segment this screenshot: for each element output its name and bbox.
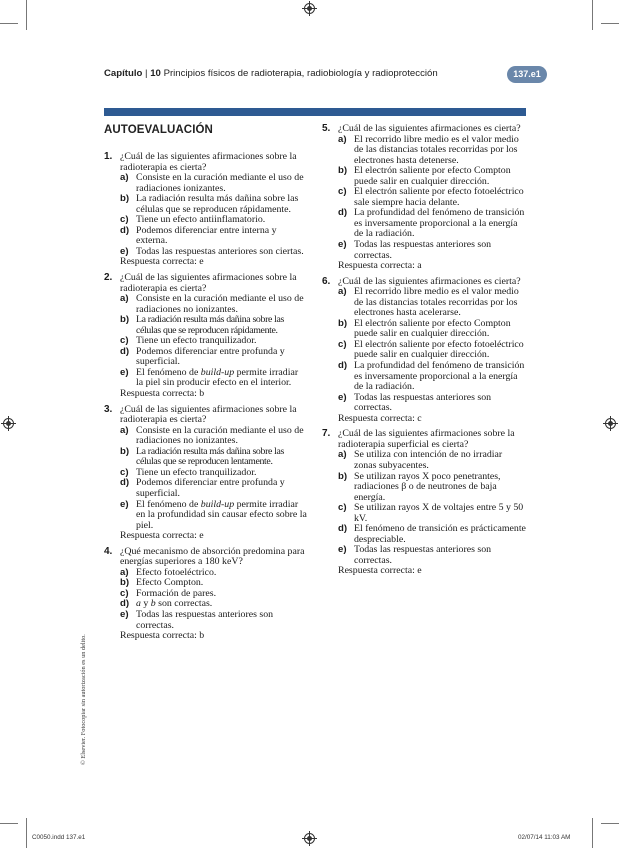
option-letter: d) [120,477,130,489]
correct-answer: Respuesta correcta: b [120,388,205,400]
question-number: 1. [104,151,113,162]
option-b [120,315,307,336]
option-a [338,450,526,471]
option-text: Tiene un efecto tranquilizador. [136,335,257,347]
question-text: ¿Cuál de las siguientes afirmaciones sobre la radioterapia es cierta? [120,151,297,173]
correct-answer: Respuesta correcta: e [338,565,422,577]
chapter-label: Capítulo [104,68,143,79]
option-letter: c) [338,502,347,514]
option-c [338,340,526,361]
option-letter: a) [338,133,347,145]
option-b [338,472,526,504]
option-text: Consiste en la curación mediante el uso de radiaciones no ionizantes. [136,424,304,447]
crop-mark [26,818,27,848]
question-6 [322,277,526,425]
registration-mark-icon [605,418,616,429]
chapter-title: Principios físicos de radioterapia, radiobiología y radioprotección [163,68,438,79]
option-text: La profundidad del fenómeno de transición es inversamente proporcional a la energía de la radiación. [354,207,525,240]
question-text: ¿Cuál de las siguientes afirmaciones es cierta? [338,275,521,287]
option-text: Todas las respuestas anteriores son correctas. [136,608,274,631]
correct-answer: Respuesta correcta: a [338,260,422,272]
option-text: Consiste en la curación mediante el uso de radiaciones no ionizantes. [136,293,304,315]
option-letter: b) [120,445,130,457]
option-b [120,447,307,468]
question-number: 6. [322,275,331,287]
option-e [120,368,307,389]
option-d [120,478,307,499]
option-letter: e) [338,391,347,403]
option-text: Se utiliza con intención de no irradiar zonas subyacentes. [354,449,503,471]
option-text: Todas las respuestas anteriores son correctas. [354,239,492,261]
option-letter: d) [338,207,348,219]
option-text: La profundidad del fenómeno de transición es inversamente proporcional a la energía de la radiación. [354,360,525,393]
option-letter: c) [338,338,347,350]
footer-timestamp: 02/07/14 11:03 AM [518,834,571,841]
crop-mark [592,818,593,848]
option-text: Formación de pares. [136,587,217,599]
right-column [322,124,526,582]
registration-mark-icon [3,418,14,429]
question-text: ¿Cuál de las siguientes afirmaciones sobre la radioterapia es cierta? [120,272,297,294]
option-e [338,240,526,261]
question-number: 7. [322,428,331,440]
option-a [120,294,307,315]
option-text: El recorrido libre medio es el valor medio de las distancias totales recorridas por los electrones hasta acelerarse. [354,286,519,319]
chapter-number: 10 [150,68,161,79]
option-letter: b) [338,317,348,329]
registration-mark-icon [304,3,315,14]
option-text: El electrón saliente por efecto fotoeléctrico puede salir en cualquier dirección. [354,338,524,361]
option-letter: d) [338,360,348,372]
question-number: 2. [104,272,113,284]
option-letter: d) [120,224,130,236]
question-text: ¿Cuál de las siguientes afirmaciones es cierta? [338,123,521,134]
option-d [338,208,526,240]
option-letter: a) [338,286,347,298]
option-text-emphasis: a [136,598,141,610]
option-text: Todas las respuestas anteriores son ciertas. [136,245,304,257]
option-letter: a) [120,566,129,578]
question-text: ¿Cuál de las siguientes afirmaciones sobre la radioterapia es cierta? [120,403,297,426]
option-letter: e) [120,498,129,510]
option-text-emphasis: build-up [200,366,235,378]
crop-mark [0,823,18,824]
option-e [338,545,526,566]
option-text: Podemos diferenciar entre profunda y superficial. [136,345,285,368]
option-text: Se utilizan rayos X poco penetrantes, radiaciones β o de neutrones de baja energía. [354,470,501,503]
option-text: La radiación resulta más dañina sobre las células que se reproducen rápidamente. [136,314,285,336]
option-e [338,393,526,414]
option-text: El electrón saliente por efecto fotoeléctrico sale siempre hacia delante. [354,186,524,208]
option-letter: a) [120,424,129,436]
option-text: Tiene un efecto antiinflamatorio. [136,214,266,226]
option-text-after: permite irradiar en la profundidad sin causar efecto sobre la piel. [136,498,307,531]
option-letter: c) [120,587,129,599]
option-text: Tiene un efecto tranquilizador. [136,466,257,478]
option-a [120,426,307,447]
page-number-badge: 137.e1 [507,66,547,83]
question-text: ¿Qué mecanismo de absorción predomina para energías superiores a 180 keV? [120,545,305,568]
option-letter: d) [120,345,130,357]
crop-mark [26,0,27,30]
option-text: La radiación resulta más dañina sobre las células que se reproducen rápidamente. [136,193,299,215]
option-letter: d) [338,523,348,535]
section-title: AUTOEVALUACIÓN [104,124,213,136]
crop-mark [601,23,619,24]
option-text-before: El fenómeno de [136,366,201,378]
question-4 [104,547,307,642]
running-header [104,68,516,84]
option-letter: c) [338,186,347,198]
question-3 [104,405,307,542]
footer-file-slug: C0050.indd 137.e1 [32,834,86,841]
correct-answer: Respuesta correcta: e [120,256,204,268]
option-e [120,610,307,631]
option-a [338,287,526,319]
crop-mark [601,823,619,824]
question-2 [104,273,307,400]
option-text-after: permite irradiar la piel sin producir efecto en el interior. [136,366,299,389]
question-number: 5. [322,123,331,134]
option-letter: b) [120,314,130,326]
option-a [120,173,307,194]
option-text-emphasis: b [150,598,156,610]
option-letter: a) [120,172,129,184]
question-1 [104,152,307,268]
option-letter: c) [120,335,129,347]
option-b [120,194,307,215]
option-c [338,503,526,524]
option-letter: c) [120,214,129,226]
crop-mark [592,0,593,30]
option-letter: e) [120,245,129,257]
crop-mark [0,23,18,24]
header-rule [104,108,526,116]
option-b [338,319,526,340]
question-5 [322,124,526,272]
correct-answer: Respuesta correcta: b [120,630,205,642]
correct-answer: Respuesta correcta: e [120,530,204,542]
copyright-notice: © Elsevier. Fotocopiar sin autorización es un delito. [80,634,87,765]
registration-mark-icon [304,833,315,844]
option-d [338,524,526,545]
question-7 [322,429,526,577]
option-letter: c) [120,466,129,478]
question-number: 4. [104,545,113,557]
option-letter: b) [120,193,130,205]
option-text: Todas las respuestas anteriores son correctas. [354,544,492,566]
option-letter: d) [120,598,130,610]
option-a [338,135,526,167]
option-letter: a) [120,293,129,305]
option-text-emphasis: build-up [200,498,235,510]
option-letter: e) [338,239,347,251]
option-text-before: El fenómeno de [136,498,201,510]
option-e [120,247,307,258]
option-letter: e) [338,544,347,556]
option-d [120,347,307,368]
option-text: Efecto Compton. [136,577,204,589]
option-text: El recorrido libre medio es el valor medio de las distancias totales recorridas por los electrones hasta detenerse. [354,133,519,166]
correct-answer: Respuesta correcta: c [338,412,422,424]
option-text: Consiste en la curación mediante el uso de radiaciones ionizantes. [136,172,304,194]
option-letter: e) [120,608,129,620]
option-text: Todas las respuestas anteriores son correctas. [354,391,492,414]
option-letter: e) [120,366,129,378]
option-text: Podemos diferenciar entre profunda y superficial. [136,477,285,499]
option-text-after: son correctas. [155,598,213,610]
option-text: El electrón saliente por efecto Compton puede salir en cualquier dirección. [354,317,511,340]
option-d [120,226,307,247]
option-text: Se utilizan rayos X de voltajes entre 5 y 50 kV. [354,502,524,524]
option-letter: b) [338,470,348,482]
option-text-mid: y [140,598,151,610]
option-letter: b) [338,165,348,177]
question-number: 3. [104,403,113,415]
question-text: ¿Cuál de las siguientes afirmaciones sobre la radioterapia superficial es cierta? [338,428,515,450]
option-letter: a) [338,449,347,461]
option-b [338,166,526,187]
option-text: Efecto fotoeléctrico. [136,566,217,578]
option-letter: b) [120,577,130,589]
option-text: Podemos diferenciar entre interna y externa. [136,224,277,247]
option-text: El fenómeno de transición es prácticamente despreciable. [354,523,526,545]
left-column [104,123,307,647]
option-c [338,187,526,208]
option-text: El electrón saliente por efecto Compton puede salir en cualquier dirección. [354,165,511,187]
option-d [338,361,526,393]
option-e [120,500,307,532]
header-separator: | [145,68,148,79]
option-text: La radiación resulta más dañina sobre las células que se reproducen lentamente. [136,445,285,468]
